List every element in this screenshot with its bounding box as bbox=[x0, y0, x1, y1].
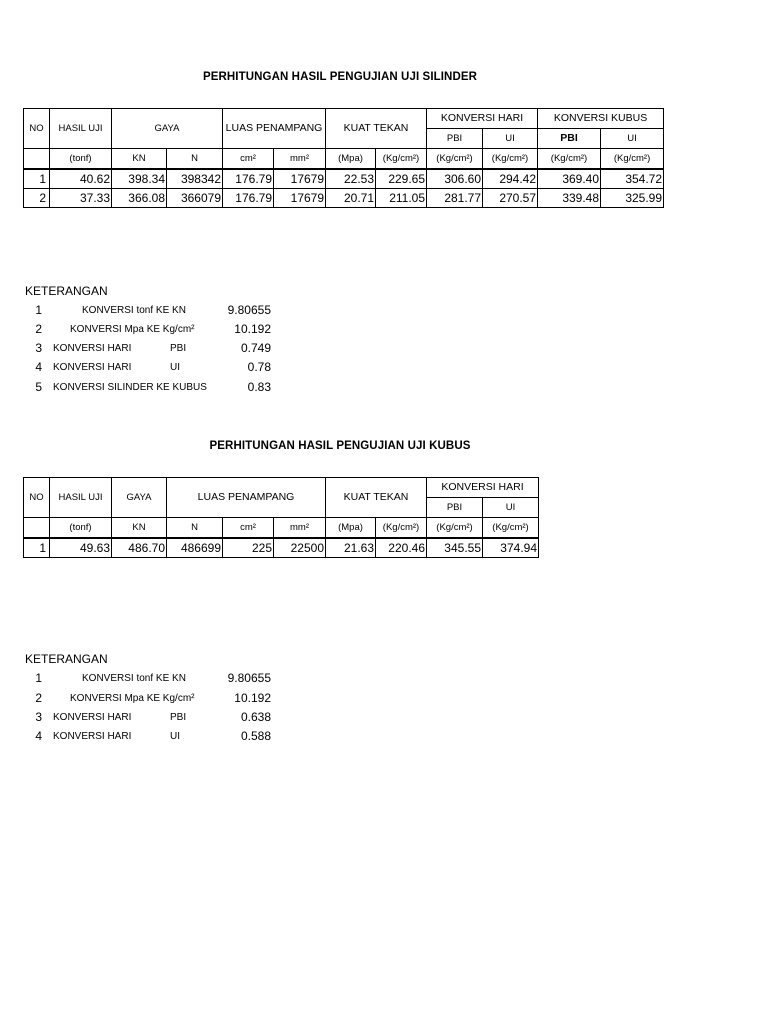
keterangan-item bbox=[0, 322, 300, 340]
unit-kgcm2: (Kg/cm²) bbox=[427, 518, 483, 539]
cell-hari-ui: 294.42 bbox=[483, 169, 538, 189]
silinder-table bbox=[23, 108, 664, 208]
cell-no: 2 bbox=[24, 189, 50, 208]
header-kubus-pbi: PBI bbox=[538, 129, 601, 149]
item-number: 4 bbox=[35, 729, 42, 743]
keterangan-title: KETERANGAN bbox=[25, 652, 108, 666]
header-kuat-tekan: KUAT TEKAN bbox=[326, 109, 427, 149]
header-pbi: PBI bbox=[427, 498, 483, 518]
cell-hari-ui: 374.94 bbox=[483, 538, 539, 558]
header-kuat-tekan: KUAT TEKAN bbox=[326, 478, 427, 518]
unit-n: N bbox=[167, 149, 223, 170]
header-luas-penampang: LUAS PENAMPANG bbox=[223, 109, 326, 149]
unit-tonf: (tonf) bbox=[50, 518, 112, 539]
item-value: 9.80655 bbox=[227, 303, 271, 317]
cell-kubus-pbi: 339.48 bbox=[538, 189, 601, 208]
item-label: KONVERSI HARI bbox=[53, 731, 132, 742]
cell-cm2: 176.79 bbox=[223, 189, 274, 208]
item-number: 4 bbox=[35, 360, 42, 374]
header-blank bbox=[24, 518, 50, 539]
unit-mm2: mm² bbox=[274, 149, 326, 170]
cell-kubus-ui: 325.99 bbox=[601, 189, 664, 208]
keterangan-item bbox=[0, 360, 300, 378]
cell-no: 1 bbox=[24, 169, 50, 189]
cell-tonf: 40.62 bbox=[50, 169, 112, 189]
item-value: 0.78 bbox=[247, 360, 271, 374]
cell-kubus-pbi: 369.40 bbox=[538, 169, 601, 189]
cell-hari-pbi: 281.77 bbox=[427, 189, 483, 208]
item-number: 2 bbox=[35, 322, 42, 336]
item-label: KONVERSI tonf KE KN bbox=[82, 673, 186, 684]
table-row bbox=[24, 169, 664, 189]
header-no: NO bbox=[24, 109, 50, 149]
item-label: KONVERSI HARI bbox=[53, 712, 132, 723]
kubus-title: PERHITUNGAN HASIL PENGUJIAN UJI KUBUS bbox=[209, 440, 471, 452]
item-sub: PBI bbox=[170, 343, 187, 354]
cell-kgcm2: 211.05 bbox=[376, 189, 427, 208]
cell-hari-ui: 270.57 bbox=[483, 189, 538, 208]
unit-kgcm2: (Kg/cm²) bbox=[538, 149, 601, 170]
keterangan-item bbox=[0, 691, 300, 709]
header-konversi-hari: KONVERSI HARI bbox=[427, 109, 538, 129]
item-label: KONVERSI HARI bbox=[53, 343, 132, 354]
unit-kgcm2: (Kg/cm²) bbox=[601, 149, 664, 170]
unit-mpa: (Mpa) bbox=[326, 518, 376, 539]
item-value: 10.192 bbox=[234, 691, 271, 705]
unit-kgcm2: (Kg/cm²) bbox=[483, 518, 539, 539]
kubus-table bbox=[23, 477, 539, 558]
header-ui: UI bbox=[483, 129, 538, 149]
header-konversi-kubus: KONVERSI KUBUS bbox=[538, 109, 664, 129]
item-value: 0.83 bbox=[247, 380, 271, 394]
header-kubus-ui: UI bbox=[601, 129, 664, 149]
item-number: 1 bbox=[35, 303, 42, 317]
unit-kgcm2: (Kg/cm²) bbox=[376, 518, 427, 539]
unit-cm2: cm² bbox=[223, 518, 274, 539]
unit-tonf: (tonf) bbox=[50, 149, 112, 170]
cell-kgcm2: 220.46 bbox=[376, 538, 427, 558]
item-number: 5 bbox=[35, 380, 42, 394]
keterangan-item bbox=[0, 729, 300, 747]
item-value: 10.192 bbox=[234, 322, 271, 336]
unit-kgcm2: (Kg/cm²) bbox=[427, 149, 483, 170]
silinder-title: PERHITUNGAN HASIL PENGUJIAN UJI SILINDER bbox=[202, 71, 478, 83]
cell-no: 1 bbox=[24, 538, 50, 558]
cell-kgcm2: 229.65 bbox=[376, 169, 427, 189]
item-sub: UI bbox=[170, 362, 180, 373]
cell-kn: 366.08 bbox=[112, 189, 167, 208]
item-label: KONVERSI Mpa KE Kg/cm² bbox=[70, 693, 195, 704]
item-label: KONVERSI SILINDER KE KUBUS bbox=[53, 382, 207, 393]
cell-tonf: 37.33 bbox=[50, 189, 112, 208]
item-value: 0.638 bbox=[240, 710, 271, 724]
cell-n: 398342 bbox=[167, 169, 223, 189]
item-label: KONVERSI HARI bbox=[53, 362, 132, 373]
cell-mpa: 21.63 bbox=[326, 538, 376, 558]
cell-cm2: 225 bbox=[223, 538, 274, 558]
item-value: 0.588 bbox=[240, 729, 271, 743]
item-sub: PBI bbox=[170, 712, 187, 723]
item-number: 2 bbox=[35, 691, 42, 705]
cell-n: 366079 bbox=[167, 189, 223, 208]
cell-mpa: 22.53 bbox=[326, 169, 376, 189]
item-value: 9.80655 bbox=[227, 671, 271, 685]
cell-kubus-ui: 354.72 bbox=[601, 169, 664, 189]
header-konversi-hari: KONVERSI HARI bbox=[427, 478, 539, 498]
header-hasil-uji: HASIL UJI bbox=[50, 109, 112, 149]
cell-hari-pbi: 306.60 bbox=[427, 169, 483, 189]
keterangan-item bbox=[0, 341, 300, 359]
unit-mpa: (Mpa) bbox=[326, 149, 376, 170]
unit-kgcm2: (Kg/cm²) bbox=[376, 149, 427, 170]
header-gaya: GAYA bbox=[112, 478, 167, 518]
header-ui: UI bbox=[483, 498, 539, 518]
cell-n: 486699 bbox=[167, 538, 223, 558]
cell-mpa: 20.71 bbox=[326, 189, 376, 208]
cell-tonf: 49.63 bbox=[50, 538, 112, 558]
unit-kgcm2: (Kg/cm²) bbox=[483, 149, 538, 170]
keterangan-item bbox=[0, 380, 300, 398]
cell-kn: 398.34 bbox=[112, 169, 167, 189]
item-sub: UI bbox=[170, 731, 180, 742]
cell-cm2: 176.79 bbox=[223, 169, 274, 189]
unit-cm2: cm² bbox=[223, 149, 274, 170]
table-row bbox=[24, 538, 539, 558]
keterangan-item bbox=[0, 671, 300, 689]
cell-kn: 486.70 bbox=[112, 538, 167, 558]
item-number: 1 bbox=[35, 671, 42, 685]
unit-kn: KN bbox=[112, 149, 167, 170]
item-label: KONVERSI Mpa KE Kg/cm² bbox=[70, 324, 195, 335]
header-gaya: GAYA bbox=[112, 109, 223, 149]
cell-mm2: 17679 bbox=[274, 169, 326, 189]
keterangan-item bbox=[0, 710, 300, 728]
header-no: NO bbox=[24, 478, 50, 518]
item-number: 3 bbox=[35, 341, 42, 355]
header-pbi: PBI bbox=[427, 129, 483, 149]
table-row bbox=[24, 189, 664, 208]
unit-mm2: mm² bbox=[274, 518, 326, 539]
item-label: KONVERSI tonf KE KN bbox=[82, 305, 186, 316]
item-number: 3 bbox=[35, 710, 42, 724]
cell-mm2: 17679 bbox=[274, 189, 326, 208]
header-hasil-uji: HASIL UJI bbox=[50, 478, 112, 518]
keterangan-title: KETERANGAN bbox=[25, 284, 108, 298]
unit-n: N bbox=[167, 518, 223, 539]
header-luas-penampang: LUAS PENAMPANG bbox=[167, 478, 326, 518]
header-blank bbox=[24, 149, 50, 170]
keterangan-item bbox=[0, 303, 300, 321]
item-value: 0.749 bbox=[240, 341, 271, 355]
cell-mm2: 22500 bbox=[274, 538, 326, 558]
cell-hari-pbi: 345.55 bbox=[427, 538, 483, 558]
unit-kn: KN bbox=[112, 518, 167, 539]
